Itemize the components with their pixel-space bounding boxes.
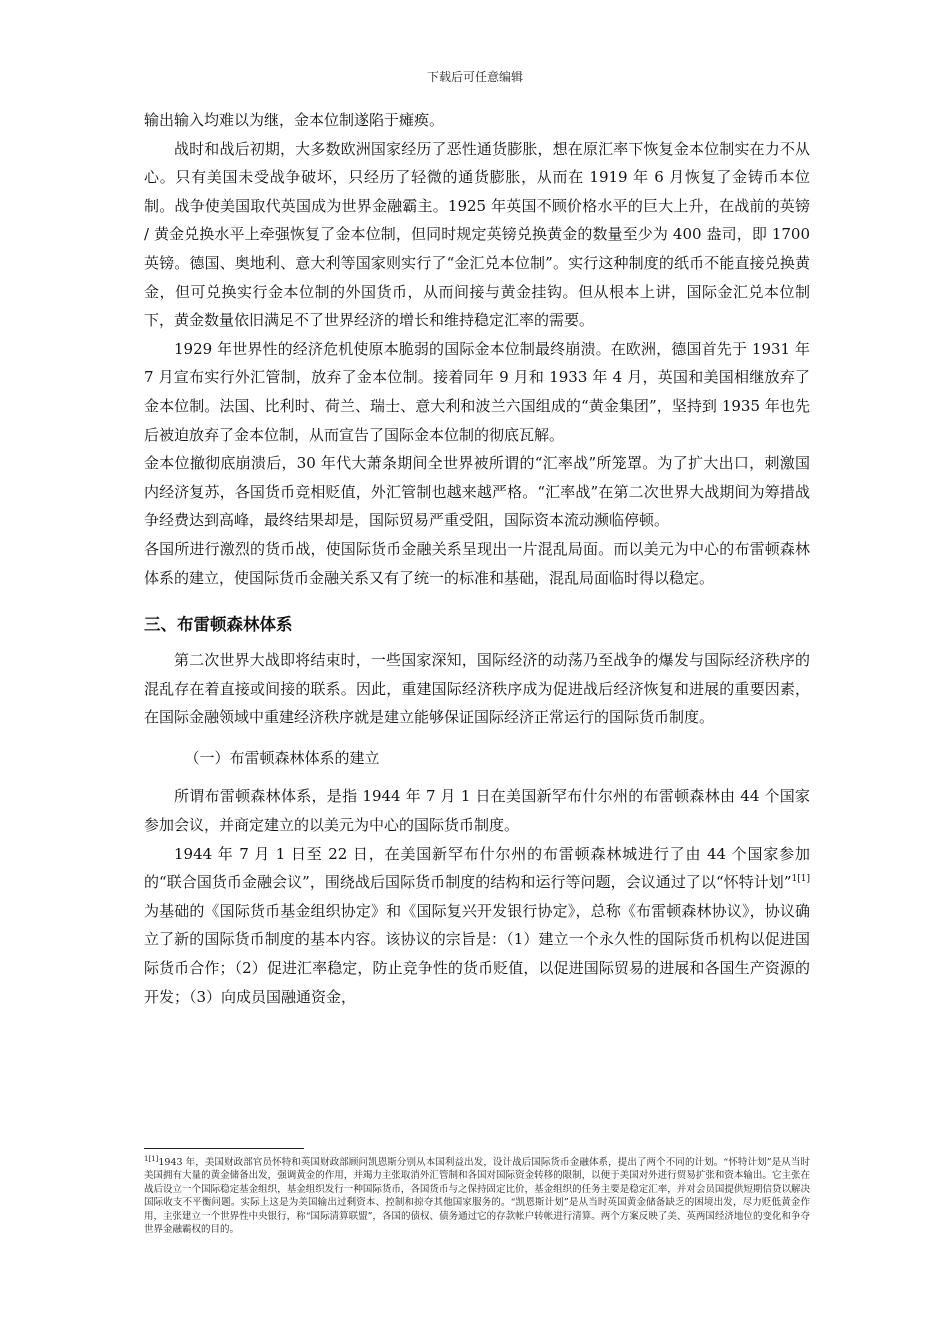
document-body <box>144 106 810 1011</box>
conference-text-after: 为基础的《国际货币基金组织协定》和《国际复兴开发银行协定》，总称《布雷顿森林协议》，协议确立了新的国际货币制度的基本内容。该协议的宗旨是：（1）建立一个永久性的国际货币机构以促进国际货币合作；（2）促进汇率稳定，防止竞争性的货币贬值，以促进国际贸易的进展和各国生产资源的开发；（3）向成员国融通资金， <box>144 901 810 1006</box>
footnote-text: 1943 年，美国财政部官员怀特和英国财政部顾问凯恩斯分别从本国利益出发，设计战后国际货币金融体系，提出了两个不同的计划。“怀特计划”是从当时美国拥有大量的黄金储备出发，强调黄金的作用，并竭力主张取消外汇管制和各国对国际资金转移的限制，以便于美国对外进行贸易扩张和资本输出。它主张在战后设立一个国际稳定基金组织，基金组织发行一种国际货币，各国货币与之保持固定比价，基金组织的任务主要是稳定汇率，并对会员国提供短期信贷以解决国际收支不平衡问题。实际上这是为美国输出过剩资本、控制和掠夺其他国家服务的。“凯恩斯计划”是从当时英国黄金储备缺乏的困境出发，尽力贬低黄金作用，主张建立一个世界性中央银行，称“国际清算联盟”，各国的债权、债务通过它的存款帐户转帐进行清算。两个方案反映了美、英两国经济地位的变化和争夺世界金融霸权的目的。 <box>144 1157 810 1236</box>
paragraph-continuation: 输出输入均难以为继，金本位制遂陷于瘫痪。 <box>144 111 445 129</box>
paragraph-section-intro: 第二次世界大战即将结束时，一些国家深知，国际经济的动荡乃至战争的爆发与国际经济秩序的混乱存在着直接或间接的联系。因此，重建国际经济秩序成为促进战后经济恢复和进展的重要因素，在国际金融领域中重建经济秩序就是建立能够保证国际经济正常运行的国际货币制度。 <box>144 651 810 727</box>
footnote-reference[interactable]: 1[1] <box>791 874 810 885</box>
paragraph-definition: 所谓布雷顿森林体系，是指 1944 年 7 月 1 日在美国新罕布什尔州的布雷顿森林由 44 个国家参加会议，并商定建立的以美元为中心的国际货币制度。 <box>144 787 810 835</box>
paragraph-1929-crisis: 1929 年世界性的经济危机使原本脆弱的国际金本位制最终崩溃。在欧洲，德国首先于 1931 年 7 月宣布实行外汇管制，放弃了金本位制。接着同年 9 月和 1933 年 4 月，英国和美国相继放弃了金本位制。法国、比利时、荷兰、瑞士、意大利和波兰六国组成的“黄金集团”，坚持到 1935 年也先后被迫放弃了金本位制，从而宣告了国际金本位制的彻底瓦解。 <box>144 339 810 444</box>
footnote-divider <box>144 1148 304 1149</box>
footnote-mark: 1[1] <box>144 1154 159 1163</box>
subsection-heading: （一）布雷顿森林体系的建立 <box>184 748 380 767</box>
paragraph-postwar-inflation: 战时和战后初期，大多数欧洲国家经历了恶性通货膨胀，想在原汇率下恢复金本位制实在力不从心。只有美国未受战争破坏，只经历了轻微的通货膨胀，从而在 1919 年 6 月恢复了金铸币本位制。战争使美国取代英国成为世界金融霸主。1925 年英国不顾价格水平的巨大上升，在战前的英镑 / 黄金兑换水平上牵强恢复了金本位制，但同时规定英镑兑换黄金的数量至少为 400 盎司，即 1700 英镑。德国、奥地利、意大利等国家则实行了“金汇兑本位制”。实行这种制度的纸币不能直接兑换黄金，但可兑换实行金本位制的外国货币，从而间接与黄金挂钩。但从根本上讲，国际金汇兑本位制下，黄金数量依旧满足不了世界经济的增长和维持稳定汇率的需要。 <box>144 139 810 330</box>
paragraph-currency-war: 金本位撤彻底崩溃后，30 年代大萧条期间全世界被所谓的“汇率战”所笼罩。为了扩大出口，刺激国内经济复苏，各国货币竞相贬值，外汇管制也越来越严格。“汇率战”在第二次世界大战期间为筹措战争经费达到高峰，最终结果却是，国际贸易严重受阻，国际资本流动濒临停顿。 <box>144 454 810 530</box>
paragraph-conference <box>144 840 810 1012</box>
conference-text-before: 1944 年 7 月 1 日至 22 日，在美国新罕布什尔州的布雷顿森林城进行了由 44 个国家参加的“联合国货币金融会议”，围绕战后国际货币制度的结构和运行等问题，会议通过了以“怀特计划” <box>144 844 810 892</box>
footnote <box>144 1156 810 1236</box>
paragraph-chaos: 各国所进行激烈的货币战，使国际货币金融关系呈现出一片混乱局面。而以美元为中心的布雷顿森林体系的建立，使国际货币金融关系又有了统一的标准和基础，混乱局面临时得以稳定。 <box>144 539 810 587</box>
section-heading: 三、布雷顿森林体系 <box>144 615 293 635</box>
page-header: 下载后可任意编辑 <box>426 70 523 84</box>
